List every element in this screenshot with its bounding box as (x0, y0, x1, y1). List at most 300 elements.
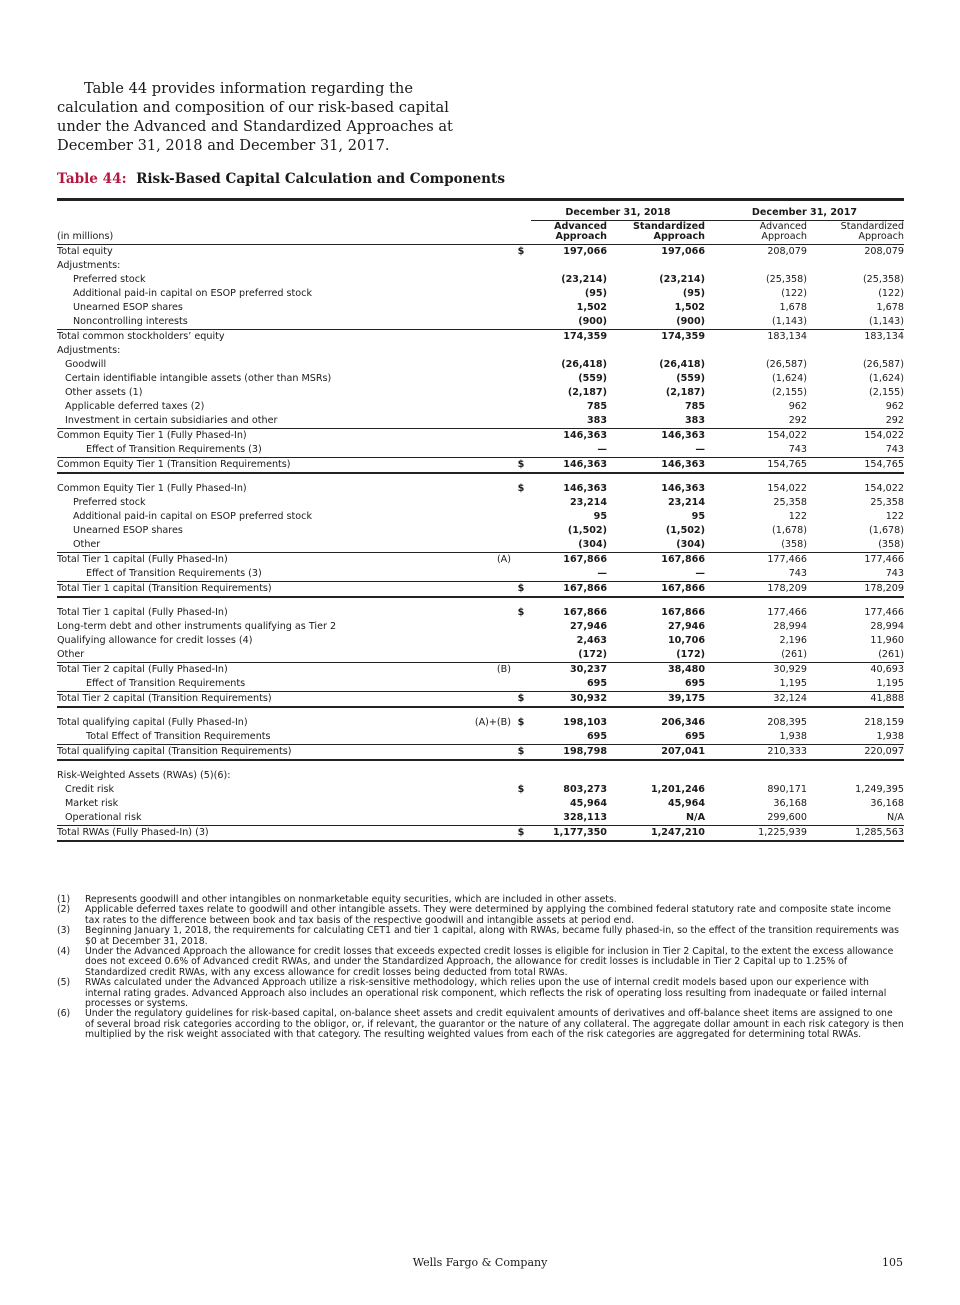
row-reference (467, 344, 511, 358)
row-reference (467, 826, 511, 842)
footnote-marker: (6) (57, 1008, 71, 1020)
cell-advanced-2017: 36,168 (773, 798, 807, 809)
row-label: Adjustments: (57, 345, 121, 356)
row-reference (467, 458, 511, 474)
row-label: Risk-Weighted Assets (RWAs) (5)(6): (57, 770, 231, 781)
row-label: Preferred stock (73, 274, 146, 285)
cell-standardized-2018: 174,359 (661, 331, 705, 342)
table-row (57, 414, 904, 429)
currency-symbol (511, 358, 531, 372)
table-number: Table 44: (57, 171, 127, 187)
cell-standardized-2017: 122 (885, 511, 904, 522)
table-row (57, 582, 904, 598)
cell-advanced-2018: 146,363 (563, 430, 607, 441)
cell-standardized-2018: (172) (607, 648, 705, 663)
cell-advanced-2017: (2,155) (772, 387, 807, 398)
row-label: Other (57, 538, 467, 553)
cell-standardized-2017: 743 (807, 567, 904, 582)
cell-advanced-2018: 383 (531, 414, 607, 429)
cell-advanced-2017: 743 (705, 567, 807, 582)
cell-advanced-2017: 32,124 (705, 692, 807, 708)
cell-advanced-2018: 30,237 (569, 664, 607, 675)
currency-symbol (511, 567, 531, 582)
table-row (57, 386, 904, 400)
currency-symbol: $ (517, 246, 525, 257)
cell-advanced-2018: 95 (593, 511, 607, 522)
cell-standardized-2018: 45,964 (667, 798, 705, 809)
row-reference (467, 496, 511, 510)
cell-standardized-2017: 1,678 (876, 302, 904, 313)
table-row (57, 344, 904, 358)
row-label: Noncontrolling interests (57, 315, 467, 330)
cell-advanced-2017 (705, 259, 807, 273)
cell-standardized-2017: 1,938 (807, 730, 904, 745)
table-row (57, 797, 904, 811)
row-reference (467, 400, 511, 414)
cell-standardized-2017: 962 (885, 401, 904, 412)
table-row (57, 510, 904, 524)
cell-advanced-2017: 25,358 (773, 497, 807, 508)
cell-standardized-2017: 220,097 (807, 745, 904, 761)
cell-advanced-2018: 785 (586, 401, 607, 412)
row-spacer (57, 473, 904, 482)
footnote (57, 1009, 904, 1040)
cell-advanced-2018: (23,214) (561, 274, 607, 285)
table-row (57, 524, 904, 538)
cell-advanced-2017: 177,466 (767, 554, 807, 565)
cell-advanced-2017: (1,624) (772, 373, 807, 384)
table-row (57, 716, 904, 730)
table-row (57, 287, 904, 301)
cell-advanced-2018: — (531, 443, 607, 458)
cell-advanced-2018 (531, 259, 607, 273)
cell-advanced-2017: 299,600 (705, 811, 807, 826)
footnotes (57, 895, 904, 1041)
row-reference (467, 783, 511, 797)
cell-advanced-2017: 177,466 (767, 607, 807, 618)
currency-symbol: $ (517, 607, 525, 618)
row-label: Total Tier 1 capital (Transition Requirements) (57, 582, 467, 598)
cell-advanced-2017: 208,079 (767, 246, 807, 257)
cell-advanced-2018 (531, 769, 607, 783)
table-title-text: Risk-Based Capital Calculation and Components (136, 171, 505, 187)
table-row (57, 443, 904, 458)
table-row (57, 372, 904, 386)
currency-symbol (511, 634, 531, 648)
currency-symbol (511, 797, 531, 811)
intro-text: Table 44 provides information regarding the calculation and composition of our risk-based capital under the Advanced and Standardized Approaches at December 31, 2018 and December 31, 2017. (57, 80, 453, 154)
row-label: Total qualifying capital (Transition Requirements) (57, 745, 467, 761)
row-reference (467, 745, 511, 761)
cell-advanced-2017: 210,333 (705, 745, 807, 761)
cell-advanced-2018: (2,187) (567, 387, 607, 398)
table-row (57, 692, 904, 708)
currency-symbol: $ (517, 483, 525, 494)
row-label: Common Equity Tier 1 (Fully Phased-In) (57, 430, 247, 441)
row-reference (467, 620, 511, 634)
footnote-text: Under the Advanced Approach the allowance for credit losses that exceeds expected credit losses is eligible for inclusion in Tier 2 Capital, to the extent the excess allowance does not exceed 0.6% of Advanced credit RWAs, and under the Standardized Approach, the allowance for credit losses is includable in Tier 2 Capital up to 1.25% of Standardized credit RWAs, with any excess allowance for credit losses being deducted from total RWAs. (85, 946, 894, 978)
currency-symbol: $ (511, 826, 531, 842)
cell-standardized-2018: (900) (607, 315, 705, 330)
cell-standardized-2017: (122) (878, 288, 904, 299)
row-reference (467, 301, 511, 315)
col-advanced-2018: Advanced Approach (531, 221, 607, 245)
row-reference (467, 510, 511, 524)
footnote-text: RWAs calculated under the Advanced Approach utilize a risk-sensitive methodology, which relies upon the use of internal credit models based upon our experience with internal rating grades. Advanced Approach also includes an operational risk component, which reflects the risk of operating loss resulting from inadequate or failed internal processes or systems. (85, 977, 887, 1010)
row-reference (467, 634, 511, 648)
row-reference (467, 386, 511, 400)
table-row (57, 620, 904, 634)
row-label: Common Equity Tier 1 (Transition Requirements) (57, 458, 467, 474)
row-spacer (57, 597, 904, 606)
cell-advanced-2018: 23,214 (569, 497, 607, 508)
cell-advanced-2018: 197,066 (563, 246, 607, 257)
table-row (57, 301, 904, 315)
cell-standardized-2018: 167,866 (661, 554, 705, 565)
row-reference (467, 730, 511, 745)
cell-standardized-2017: 1,249,395 (855, 784, 904, 795)
cell-standardized-2017: (1,143) (807, 315, 904, 330)
cell-standardized-2018: (26,418) (659, 359, 705, 370)
row-label: Adjustments: (57, 260, 121, 271)
cell-standardized-2018: (304) (607, 538, 705, 553)
cell-standardized-2018: 39,175 (607, 692, 705, 708)
cell-advanced-2018: 1,502 (576, 302, 607, 313)
cell-advanced-2018: 45,964 (569, 798, 607, 809)
cell-standardized-2017: (25,358) (862, 274, 904, 285)
cell-standardized-2018: 207,041 (607, 745, 705, 761)
currency-symbol (511, 400, 531, 414)
cell-advanced-2018: 2,463 (576, 635, 607, 646)
cell-advanced-2017: 122 (788, 511, 807, 522)
cell-advanced-2017: 1,195 (705, 677, 807, 692)
cell-advanced-2018: (304) (531, 538, 607, 553)
cell-advanced-2018: 1,177,350 (531, 826, 607, 842)
row-label: Total Tier 1 capital (Fully Phased-In) (57, 554, 228, 565)
footnote-marker: (5) (57, 977, 71, 989)
row-reference (467, 582, 511, 598)
cell-advanced-2018: (1,502) (567, 525, 607, 536)
col-advanced-2017: Advanced Approach (705, 221, 807, 245)
currency-symbol (511, 648, 531, 663)
row-spacer (57, 707, 904, 716)
cell-advanced-2017: 292 (705, 414, 807, 429)
footnote-marker: (2) (57, 904, 71, 916)
cell-advanced-2017: (1,143) (705, 315, 807, 330)
cell-advanced-2017: (261) (705, 648, 807, 663)
row-reference: (A)+(B) (474, 717, 511, 728)
cell-standardized-2017: 154,765 (807, 458, 904, 474)
cell-standardized-2017: 292 (807, 414, 904, 429)
cell-advanced-2017: 154,022 (767, 430, 807, 441)
row-reference (467, 677, 511, 692)
table-row (57, 648, 904, 663)
table-row (57, 730, 904, 745)
row-label: Total RWAs (Fully Phased-In) (3) (57, 826, 467, 842)
cell-standardized-2017: (1,678) (869, 525, 904, 536)
cell-advanced-2018: — (531, 567, 607, 582)
row-label: Additional paid-in capital on ESOP preferred stock (73, 511, 313, 522)
table-row (57, 567, 904, 582)
footnote (57, 947, 904, 978)
row-reference (467, 429, 511, 444)
table-row (57, 553, 904, 568)
cell-standardized-2018: 785 (684, 401, 705, 412)
cell-standardized-2018: (2,187) (665, 387, 705, 398)
cell-standardized-2018: 23,214 (667, 497, 705, 508)
cell-standardized-2017: 177,466 (864, 607, 904, 618)
cell-standardized-2018: 695 (607, 677, 705, 692)
cell-advanced-2017: (1,678) (772, 525, 807, 536)
row-reference (467, 482, 511, 496)
cell-advanced-2017: 178,209 (705, 582, 807, 598)
cell-advanced-2018 (531, 344, 607, 358)
cell-standardized-2017: 183,134 (864, 331, 904, 342)
cell-standardized-2017: 177,466 (864, 554, 904, 565)
cell-standardized-2018: 95 (691, 511, 705, 522)
cell-standardized-2017: (1,624) (869, 373, 904, 384)
column-header-row (57, 221, 904, 245)
row-label: Common Equity Tier 1 (Fully Phased-In) (57, 483, 247, 494)
row-label: Other (57, 648, 467, 663)
table-row (57, 826, 904, 842)
row-label: Total common stockholders’ equity (57, 331, 225, 342)
period-header-row (57, 206, 904, 221)
table-row (57, 458, 904, 474)
footnote (57, 978, 904, 1009)
cell-standardized-2018: 1,247,210 (607, 826, 705, 842)
cell-standardized-2017: 41,888 (807, 692, 904, 708)
cell-standardized-2017: 11,960 (870, 635, 904, 646)
cell-advanced-2018: 803,273 (563, 784, 607, 795)
table-row (57, 245, 904, 260)
currency-symbol (511, 273, 531, 287)
table-row (57, 538, 904, 553)
cell-advanced-2018: (26,418) (561, 359, 607, 370)
row-label: Additional paid-in capital on ESOP preferred stock (73, 288, 313, 299)
cell-advanced-2017 (705, 344, 807, 358)
table-row (57, 315, 904, 330)
cell-standardized-2017: (26,587) (862, 359, 904, 370)
row-reference (467, 315, 511, 330)
cell-advanced-2018: 146,363 (563, 483, 607, 494)
row-label: Total equity (57, 246, 113, 257)
footnote-marker: (4) (57, 946, 71, 958)
cell-standardized-2017: 36,168 (870, 798, 904, 809)
cell-standardized-2017: (358) (807, 538, 904, 553)
table-row (57, 745, 904, 761)
currency-symbol (511, 496, 531, 510)
cell-advanced-2017: 154,765 (705, 458, 807, 474)
cell-advanced-2017: 1,225,939 (705, 826, 807, 842)
row-label: Total Tier 2 capital (Fully Phased-In) (57, 664, 228, 675)
footnote-text: Applicable deferred taxes relate to goodwill and other intangible assets. They were determined by applying the combined federal statutory rate and composite state income tax rates to the difference between book and tax basis of the respective goodwill and intangible assets at period end. (85, 904, 892, 926)
cell-advanced-2017 (705, 769, 807, 783)
footnote (57, 905, 904, 926)
col-standardized-2017: Standardized Approach (807, 221, 904, 245)
cell-advanced-2018: (900) (531, 315, 607, 330)
cell-advanced-2018: 146,363 (531, 458, 607, 474)
cell-advanced-2017: 154,022 (767, 483, 807, 494)
row-reference (467, 330, 511, 345)
cell-standardized-2018: 383 (607, 414, 705, 429)
currency-symbol (511, 287, 531, 301)
currency-symbol (511, 259, 531, 273)
currency-symbol (511, 372, 531, 386)
row-reference (467, 443, 511, 458)
row-label: Long-term debt and other instruments qualifying as Tier 2 (57, 621, 337, 632)
cell-standardized-2018: (559) (676, 373, 705, 384)
cell-advanced-2018: 167,866 (563, 554, 607, 565)
table-row (57, 358, 904, 372)
cell-standardized-2017: 28,994 (870, 621, 904, 632)
col-standardized-2018: Standardized Approach (607, 221, 705, 245)
cell-standardized-2017: 40,693 (870, 664, 904, 675)
currency-symbol (511, 386, 531, 400)
currency-symbol (511, 553, 531, 568)
row-label: Market risk (65, 798, 119, 809)
currency-symbol (511, 677, 531, 692)
cell-standardized-2018: 146,363 (661, 430, 705, 441)
cell-advanced-2017: 743 (705, 443, 807, 458)
row-reference (467, 358, 511, 372)
cell-standardized-2017: (2,155) (869, 387, 904, 398)
table-row (57, 259, 904, 273)
footnote-marker: (1) (57, 894, 71, 905)
cell-standardized-2017 (807, 259, 904, 273)
cell-advanced-2018: 695 (531, 677, 607, 692)
row-label: Total Tier 2 capital (Transition Requirements) (57, 692, 467, 708)
cell-advanced-2017: 1,938 (705, 730, 807, 745)
cell-standardized-2018: 27,946 (667, 621, 705, 632)
table-row (57, 330, 904, 345)
row-label: Total Effect of Transition Requirements (57, 730, 467, 745)
currency-symbol (511, 510, 531, 524)
cell-advanced-2018: 167,866 (563, 607, 607, 618)
cell-standardized-2018: 1,502 (674, 302, 705, 313)
currency-symbol (511, 730, 531, 745)
cell-advanced-2018: 198,798 (531, 745, 607, 761)
cell-standardized-2017: 208,079 (864, 246, 904, 257)
currency-symbol: $ (511, 458, 531, 474)
row-label: Unearned ESOP shares (73, 302, 183, 313)
cell-standardized-2017 (807, 344, 904, 358)
row-reference (467, 692, 511, 708)
row-label: Operational risk (57, 811, 467, 826)
cell-advanced-2018: 174,359 (563, 331, 607, 342)
table-row (57, 677, 904, 692)
cell-standardized-2017: N/A (807, 811, 904, 826)
cell-standardized-2018: (1,502) (665, 525, 705, 536)
currency-symbol: $ (511, 582, 531, 598)
table-row (57, 663, 904, 678)
footnote-marker: (3) (57, 925, 71, 937)
cell-standardized-2018: — (607, 443, 705, 458)
cell-standardized-2018: 167,866 (661, 607, 705, 618)
cell-advanced-2018: (95) (584, 288, 607, 299)
table-row (57, 634, 904, 648)
period-2017: December 31, 2017 (705, 206, 904, 221)
currency-symbol (511, 315, 531, 330)
row-reference (467, 567, 511, 582)
currency-symbol: $ (511, 745, 531, 761)
cell-advanced-2018: 198,103 (563, 717, 607, 728)
currency-symbol (511, 429, 531, 444)
cell-advanced-2017: 890,171 (767, 784, 807, 795)
row-reference (467, 273, 511, 287)
table-row (57, 429, 904, 444)
cell-standardized-2018: 197,066 (661, 246, 705, 257)
currency-symbol (511, 524, 531, 538)
table-row (57, 783, 904, 797)
row-reference (467, 524, 511, 538)
table-row (57, 606, 904, 620)
currency-symbol (511, 538, 531, 553)
intro-paragraph (57, 79, 477, 155)
currency-symbol (511, 414, 531, 429)
units-label: (in millions) (57, 221, 467, 245)
cell-advanced-2018: 27,946 (569, 621, 607, 632)
cell-standardized-2017: 178,209 (807, 582, 904, 598)
row-label: Credit risk (65, 784, 115, 795)
cell-standardized-2018: 1,201,246 (650, 784, 705, 795)
row-reference (467, 259, 511, 273)
cell-standardized-2018 (607, 259, 705, 273)
row-label: Goodwill (65, 359, 107, 370)
cell-standardized-2018: 146,363 (661, 483, 705, 494)
cell-standardized-2018: 38,480 (667, 664, 705, 675)
cell-advanced-2017: 28,994 (773, 621, 807, 632)
table-row (57, 769, 904, 783)
footer-company: Wells Fargo & Company (412, 1256, 548, 1269)
currency-symbol (511, 301, 531, 315)
cell-standardized-2017: 218,159 (864, 717, 904, 728)
cell-standardized-2018: N/A (607, 811, 705, 826)
cell-standardized-2017: 743 (807, 443, 904, 458)
row-reference (467, 769, 511, 783)
table-row (57, 400, 904, 414)
row-reference (467, 245, 511, 260)
footnote-text: Under the regulatory guidelines for risk-based capital, on-balance sheet assets and credit equivalent amounts of derivatives and off-balance sheet items are assigned to one of several broad risk categories according to the obligor, or, if relevant, the guarantor or the nature of any collateral. The aggregate dollar amount in each risk category is then multiplied by the risk weight associated with that category. The resulting weighted values from each of the risk categories are aggregated for determining total RWAs. (85, 1008, 904, 1041)
row-reference: (A) (496, 554, 511, 565)
cell-standardized-2018: 167,866 (607, 582, 705, 598)
currency-symbol: $ (517, 784, 525, 795)
currency-symbol: $ (511, 692, 531, 708)
row-reference (467, 414, 511, 429)
period-2018: December 31, 2018 (531, 206, 705, 221)
table-row (57, 496, 904, 510)
cell-standardized-2018: 206,346 (661, 717, 705, 728)
footnote (57, 926, 904, 947)
currency-symbol (511, 620, 531, 634)
currency-symbol: $ (517, 717, 525, 728)
cell-advanced-2017: (26,587) (765, 359, 807, 370)
footnote-text: Beginning January 1, 2018, the requirements for calculating CET1 and tier 1 capital, along with RWAs, became fully phased-in, so the effect of the transition requirements was $0 at December 31, 2018. (85, 925, 900, 947)
cell-standardized-2018: (23,214) (659, 274, 705, 285)
cell-advanced-2018: (559) (578, 373, 607, 384)
row-reference: (B) (496, 664, 511, 675)
currency-symbol (511, 663, 531, 678)
cell-advanced-2017: (122) (781, 288, 807, 299)
row-reference (467, 797, 511, 811)
row-label: Effect of Transition Requirements (3) (57, 567, 467, 582)
risk-based-capital-table (57, 198, 904, 842)
cell-advanced-2018: 328,113 (531, 811, 607, 826)
cell-advanced-2017: 183,134 (767, 331, 807, 342)
cell-standardized-2017: 1,285,563 (807, 826, 904, 842)
row-label: Investment in certain subsidiaries and other (57, 414, 467, 429)
table-row (57, 482, 904, 496)
